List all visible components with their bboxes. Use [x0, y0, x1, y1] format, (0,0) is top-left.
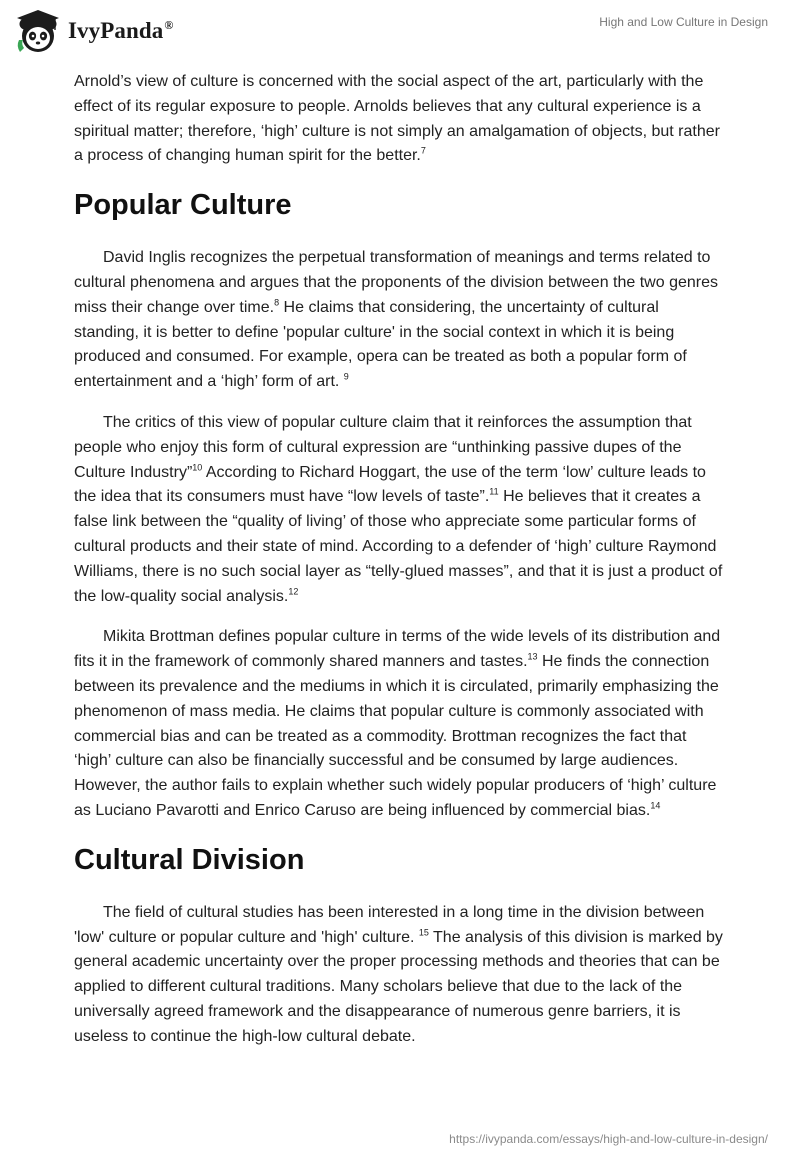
paragraph: Mikita Brottman defines popular culture in terms of the wide levels of its distribution and fits it in the framework of commonly shared manners and tastes.$^{13}$ He finds the connection between its prevalence and the mediums in which it is circulated, primarily emphasizing the phenomenon of mass media. He claims that popular culture is commonly associated with commercial bias and can be treated as a commodity. Brottman recognizes the fact that ‘high’ culture can also be financially successful and be consumed by large audiences. However, the author fails to explain whether such widely popular producers of ‘high’ culture as Luciano Pavarotti and Enrico Caruso are being influenced by commercial bias.$^{14}$: [74, 628, 721, 819]
essay-body: [74, 70, 726, 1066]
footnote-ref[interactable]: 9: [343, 371, 349, 382]
brand-name: IvyPanda®: [68, 18, 174, 43]
paragraph: The field of cultural studies has been interested in a long time in the division between 'low' culture or popular culture and 'high' culture. $^{15}$ The analysis of this division is marked by general academic uncertainty over the proper processing methods and theories that can be applied to different cultural traditions. Many scholars believe that due to the lack of the universally agreed framework and the disappearance of numerous genre barriers, it is useless to continue the high-low cultural debate.: [74, 903, 723, 1045]
footnote-ref[interactable]: 10: [192, 462, 203, 473]
page-header: [0, 0, 800, 60]
panda-graduate-icon: [14, 8, 62, 54]
trademark-symbol: ®: [164, 18, 174, 33]
section-heading: Popular Culture: [74, 189, 292, 222]
paragraph: David Inglis recognizes the perpetual transformation of meanings and terms related to cultural phenomena and argues that the proponents of the division between the two genres miss their change over time.$^8$ He claims that considering, the uncertainty of cultural standing, it is better to define 'popular culture' in the social context in which it is being produced and consumed. For example, opera can be treated as both a popular form of entertainment and a ‘high’ form of art. $^9$: [74, 249, 718, 391]
paragraph: The critics of this view of popular culture claim that it reinforces the assumption that people who enjoy this form of cultural expression are “unthinking passive dupes of the Culture Industry”$^{10}$ According to Richard Hoggart, the use of the term ‘low’ culture leads to the idea that its consumers must have “low levels of taste”.$^{11}$ He believes that it creates a false link between the “quality of living’ of those who appreciate some particular forms of cultural products and their state of mind. According to a defender of ‘high’ culture Raymond Williams, there is no such social layer as “telly-glued masses”, and that it is just a product of the low-quality social analysis.$^{12}$: [74, 413, 723, 605]
source-url-link[interactable]: https://ivypanda.com/essays/high-and-low-culture-in-design/: [449, 1132, 768, 1146]
footnote-ref[interactable]: 12: [288, 586, 299, 597]
footnote-ref[interactable]: 7: [420, 146, 426, 157]
footnote-ref[interactable]: 11: [489, 487, 499, 498]
ivypanda-logo[interactable]: [14, 8, 173, 54]
running-title: High and Low Culture in Design: [599, 15, 768, 29]
footnote-ref[interactable]: 15: [418, 927, 429, 938]
section-heading: Cultural Division: [74, 843, 305, 876]
footnote-ref[interactable]: 8: [274, 297, 280, 308]
footnote-ref[interactable]: 14: [650, 800, 661, 811]
footnote-ref[interactable]: 13: [527, 651, 538, 662]
paragraph: Arnold’s view of culture is concerned with the social aspect of the art, particularly with the effect of its regular exposure to people. Arnolds believes that any cultural experience is a spiritual matter; therefore, ‘high’ culture is not simply an amalgamation of objects, but rather a process of changing human spirit for the better.$^7$: [74, 73, 720, 165]
